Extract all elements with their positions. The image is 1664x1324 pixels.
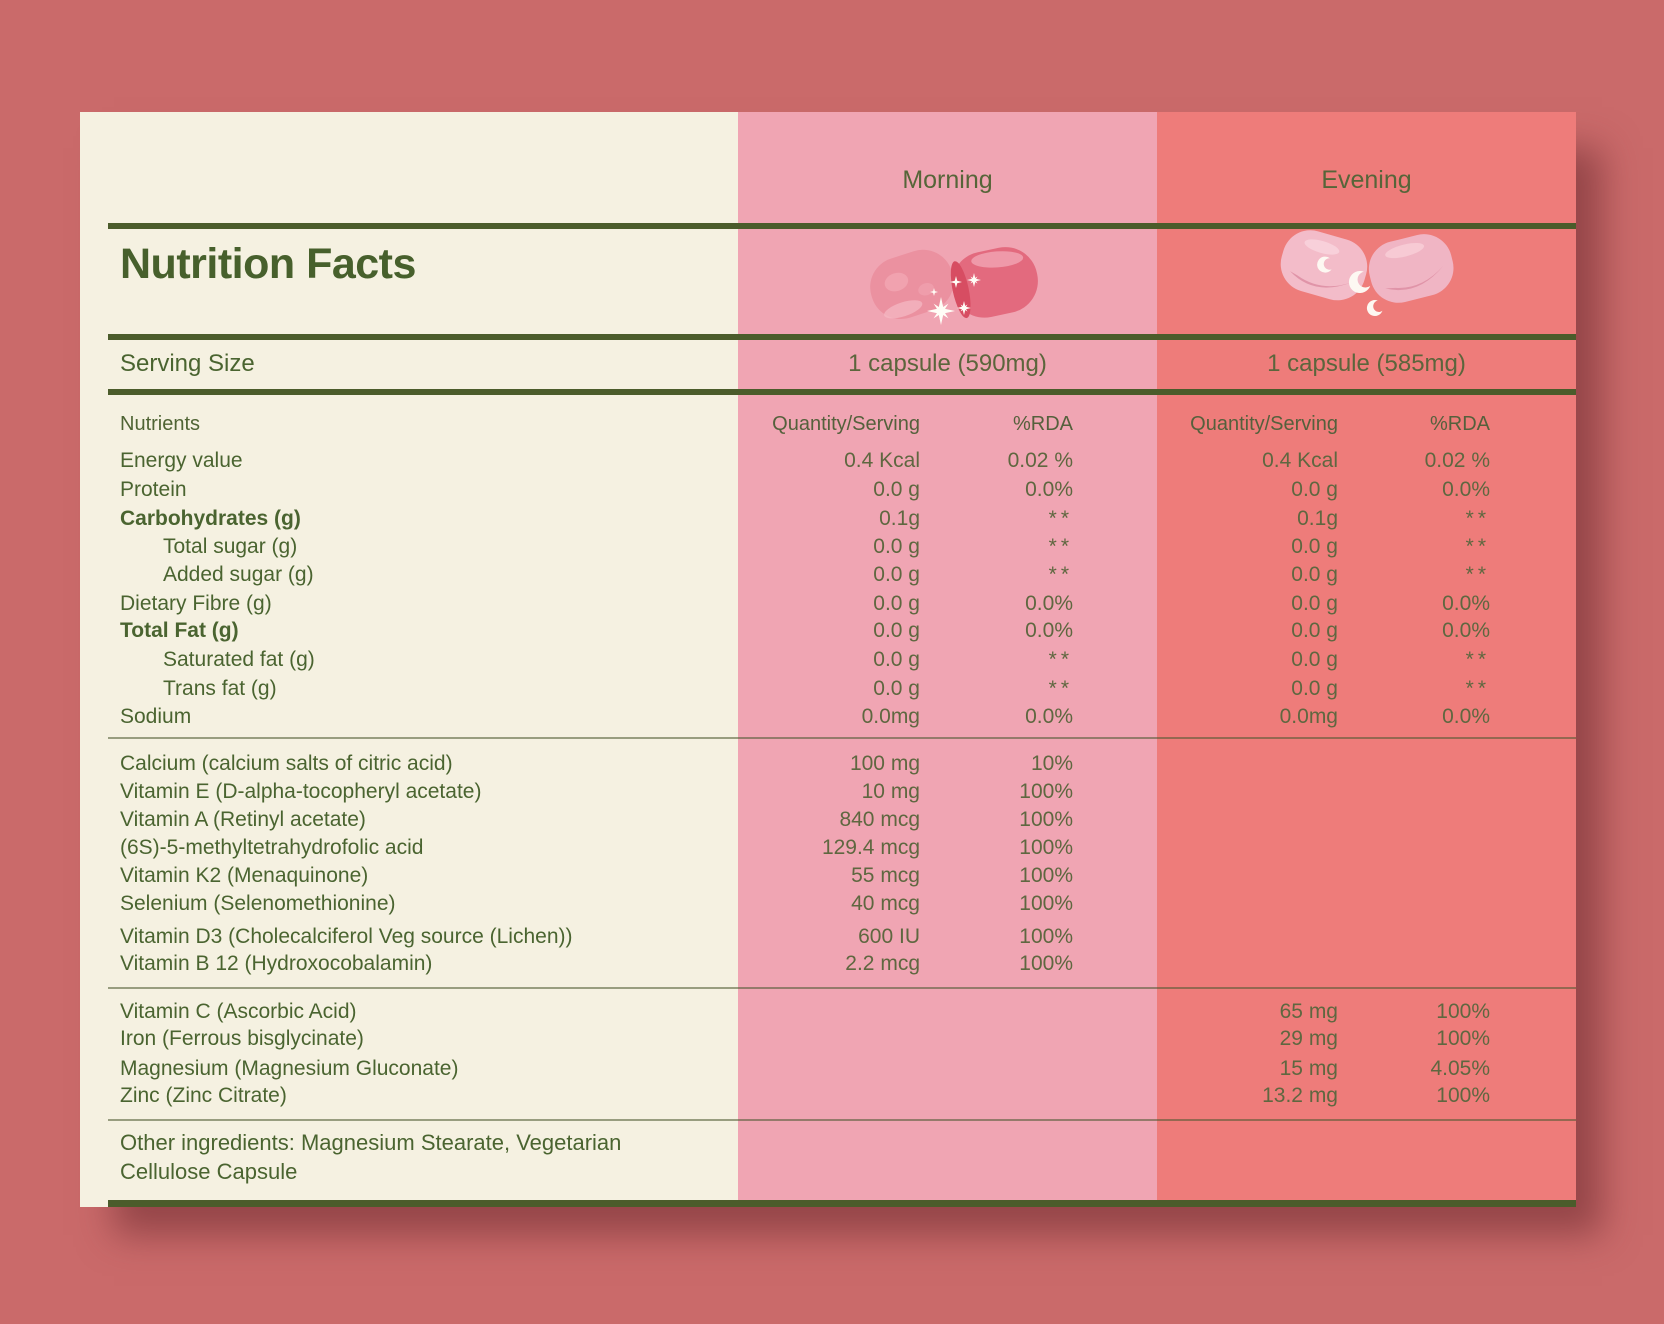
nutrient-row xyxy=(80,778,1576,806)
nutrient-label: Vitamin A (Retinyl acetate) xyxy=(120,808,366,831)
evening-rda-value: ** xyxy=(1465,677,1490,700)
nutrition-facts-card xyxy=(80,112,1576,1207)
nutrient-row xyxy=(80,1082,1576,1110)
page-title: Nutrition Facts xyxy=(120,240,416,288)
evening-rda-value: 100% xyxy=(1436,1027,1490,1050)
divider-top xyxy=(108,223,1576,229)
evening-rda-value: ** xyxy=(1465,648,1490,671)
nutrient-row xyxy=(80,1025,1576,1053)
morning-rda-value: 100% xyxy=(1019,925,1073,948)
morning-rda-value: 100% xyxy=(1019,892,1073,915)
evening-rda-value: 100% xyxy=(1436,1000,1490,1023)
morning-rda-value: 0.0% xyxy=(1025,619,1073,642)
nutrient-row xyxy=(80,561,1576,589)
morning-rda-value: 100% xyxy=(1019,808,1073,831)
evening-quantity-value: 65 mg xyxy=(1279,1000,1338,1023)
morning-quantity-value: 55 mcg xyxy=(851,864,920,887)
evening-quantity-value: 0.4 Kcal xyxy=(1262,449,1338,472)
morning-quantity-value: 2.2 mcg xyxy=(845,952,920,975)
morning-quantity-header: Quantity/Serving xyxy=(772,413,920,435)
nutrient-label: Calcium (calcium salts of citric acid) xyxy=(120,752,453,775)
morning-quantity-value: 0.0 g xyxy=(873,563,920,586)
evening-quantity-value: 15 mg xyxy=(1279,1057,1338,1080)
morning-rda-value: 100% xyxy=(1019,780,1073,803)
evening-quantity-value: 0.0 g xyxy=(1291,535,1338,558)
nutrient-row xyxy=(80,476,1576,504)
nutrient-label: Carbohydrates (g) xyxy=(120,507,301,530)
nutrient-row xyxy=(80,505,1576,533)
nutrient-label: Sodium xyxy=(120,705,192,728)
morning-quantity-value: 840 mcg xyxy=(839,808,920,831)
morning-quantity-value: 0.0 g xyxy=(873,535,920,558)
evening-rda-value: ** xyxy=(1465,535,1490,558)
nutrient-label: Total sugar (g) xyxy=(163,535,298,558)
morning-rda-value: 0.0% xyxy=(1025,592,1073,615)
morning-rda-value: 100% xyxy=(1019,836,1073,859)
nutrient-row xyxy=(80,675,1576,703)
nutrient-row xyxy=(80,646,1576,674)
morning-rda-value: 100% xyxy=(1019,952,1073,975)
nutrient-label: Energy value xyxy=(120,449,243,472)
nutrient-label: Vitamin K2 (Menaquinone) xyxy=(120,864,369,887)
morning-rda-value: ** xyxy=(1048,563,1073,586)
evening-quantity-value: 0.0 g xyxy=(1291,592,1338,615)
divider-macro-section xyxy=(108,737,1576,739)
morning-rda-value: 0.0% xyxy=(1025,478,1073,501)
nutrient-label: Dietary Fibre (g) xyxy=(120,592,272,615)
morning-rda-value: 10% xyxy=(1030,752,1073,775)
divider-below-serving xyxy=(108,389,1576,395)
serving-size-label: Serving Size xyxy=(120,350,255,377)
morning-quantity-value: 600 IU xyxy=(858,925,920,948)
nutrient-row xyxy=(80,806,1576,834)
morning-quantity-value: 0.0mg xyxy=(861,705,920,728)
evening-quantity-value: 0.0 g xyxy=(1291,619,1338,642)
evening-quantity-value: 0.0 g xyxy=(1291,478,1338,501)
table-header-row xyxy=(80,410,1576,438)
morning-rda-header: %RDA xyxy=(1012,413,1073,435)
morning-quantity-value: 100 mg xyxy=(849,752,920,775)
morning-column-header: Morning xyxy=(902,166,993,194)
morning-rda-value: ** xyxy=(1048,648,1073,671)
evening-rda-value: 4.05% xyxy=(1430,1057,1490,1080)
evening-rda-value: 0.0% xyxy=(1442,478,1490,501)
morning-capsule-icon xyxy=(738,230,1157,340)
nutrient-row xyxy=(80,834,1576,862)
nutrient-label: Protein xyxy=(120,478,187,501)
nutrient-row xyxy=(80,533,1576,561)
nutrient-label: Zinc (Zinc Citrate) xyxy=(120,1084,287,1107)
evening-quantity-value: 13.2 mg xyxy=(1262,1084,1338,1107)
divider-morning-section xyxy=(108,987,1576,989)
nutrient-label: Saturated fat (g) xyxy=(163,648,315,671)
nutrient-label: Vitamin D3 (Cholecalciferol Veg source (Lichen)) xyxy=(120,925,573,948)
nutrient-row xyxy=(80,950,1576,978)
nutrient-row xyxy=(80,862,1576,890)
morning-quantity-value: 0.1g xyxy=(879,507,920,530)
nutrient-label: Vitamin C (Ascorbic Acid) xyxy=(120,1000,357,1023)
evening-quantity-value: 0.0 g xyxy=(1291,563,1338,586)
nutrient-row xyxy=(80,890,1576,918)
morning-rda-value: ** xyxy=(1048,535,1073,558)
evening-rda-value: ** xyxy=(1465,507,1490,530)
morning-quantity-value: 0.0 g xyxy=(873,592,920,615)
divider-bottom xyxy=(108,1200,1576,1207)
evening-rda-value: 0.0% xyxy=(1442,705,1490,728)
morning-quantity-value: 0.0 g xyxy=(873,478,920,501)
evening-rda-value: 0.0% xyxy=(1442,592,1490,615)
nutrient-row xyxy=(80,703,1576,731)
morning-rda-value: 0.02 % xyxy=(1007,449,1073,472)
nutrient-label: Total Fat (g) xyxy=(120,619,239,642)
morning-quantity-value: 0.0 g xyxy=(873,677,920,700)
evening-quantity-value: 0.0 g xyxy=(1291,648,1338,671)
evening-rda-value: 0.02 % xyxy=(1424,449,1490,472)
evening-quantity-value: 0.1g xyxy=(1297,507,1338,530)
evening-quantity-value: 0.0 g xyxy=(1291,677,1338,700)
divider-evening-section xyxy=(108,1119,1576,1121)
morning-rda-value: 100% xyxy=(1019,864,1073,887)
other-ingredients-text: Other ingredients: Magnesium Stearate, Vegetarian Cellulose Capsule xyxy=(120,1130,622,1184)
morning-serving-size: 1 capsule (590mg) xyxy=(848,350,1047,377)
morning-quantity-value: 0.0 g xyxy=(873,648,920,671)
nutrient-row xyxy=(80,447,1576,475)
evening-capsule-icon xyxy=(1157,230,1576,340)
morning-quantity-value: 0.4 Kcal xyxy=(844,449,920,472)
morning-rda-value: ** xyxy=(1048,507,1073,530)
morning-rda-value: 0.0% xyxy=(1025,705,1073,728)
nutrient-row xyxy=(80,923,1576,951)
morning-quantity-value: 40 mcg xyxy=(851,892,920,915)
nutrient-label: Vitamin E (D-alpha-tocopheryl acetate) xyxy=(120,780,482,803)
nutrient-row xyxy=(80,1055,1576,1083)
morning-quantity-value: 10 mg xyxy=(861,780,920,803)
nutrient-label: Magnesium (Magnesium Gluconate) xyxy=(120,1057,459,1080)
nutrient-label: Selenium (Selenomethionine) xyxy=(120,892,396,915)
evening-rda-value: 0.0% xyxy=(1442,619,1490,642)
evening-quantity-header: Quantity/Serving xyxy=(1190,413,1338,435)
evening-quantity-value: 0.0mg xyxy=(1279,705,1338,728)
morning-quantity-value: 0.0 g xyxy=(873,619,920,642)
nutrient-row xyxy=(80,590,1576,618)
nutrient-label: Added sugar (g) xyxy=(163,563,314,586)
evening-column-header: Evening xyxy=(1321,166,1412,194)
nutrient-label: Iron (Ferrous bisglycinate) xyxy=(120,1027,364,1050)
nutrient-row xyxy=(80,617,1576,645)
evening-serving-size: 1 capsule (585mg) xyxy=(1267,350,1466,377)
evening-rda-value: ** xyxy=(1465,563,1490,586)
nutrient-label: Trans fat (g) xyxy=(163,677,277,700)
nutrient-row xyxy=(80,750,1576,778)
morning-quantity-value: 129.4 mcg xyxy=(821,836,920,859)
evening-quantity-value: 29 mg xyxy=(1279,1027,1338,1050)
evening-rda-header: %RDA xyxy=(1429,413,1490,435)
evening-rda-value: 100% xyxy=(1436,1084,1490,1107)
morning-rda-value: ** xyxy=(1048,677,1073,700)
nutrient-label: (6S)-5-methyltetrahydrofolic acid xyxy=(120,836,424,859)
nutrients-header: Nutrients xyxy=(120,413,201,435)
nutrient-label: Vitamin B 12 (Hydroxocobalamin) xyxy=(120,952,433,975)
nutrient-row xyxy=(80,998,1576,1026)
